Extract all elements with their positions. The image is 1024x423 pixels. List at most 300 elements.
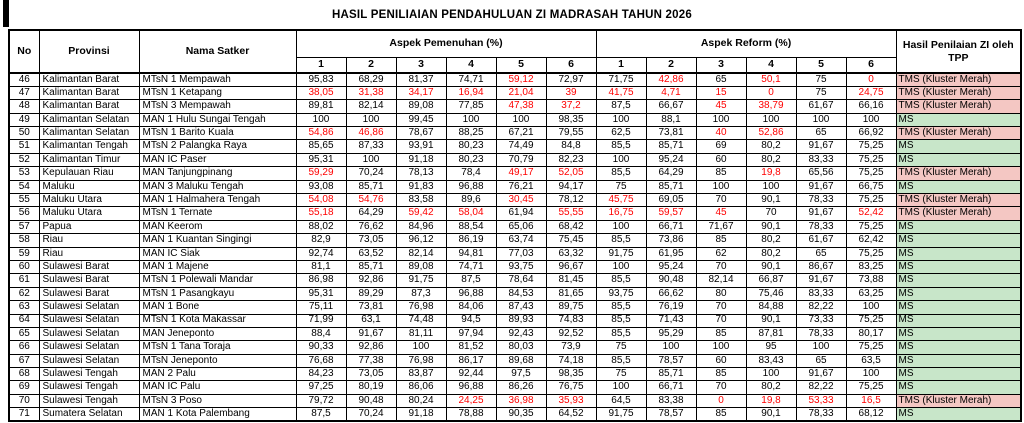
cell-no: 60 <box>9 260 39 273</box>
cell-provinsi: Kalimantan Barat <box>39 86 139 99</box>
cell-reform-4: 80,2 <box>746 140 796 153</box>
cell-reform-5: 82,22 <box>796 301 846 314</box>
cell-pemenuhan-5: 90,35 <box>496 408 546 421</box>
cell-satker: MTsN Jeneponto <box>139 354 296 367</box>
cell-reform-5: 65 <box>796 354 846 367</box>
cell-reform-1: 16,75 <box>596 207 646 220</box>
cell-pemenuhan-5: 80,03 <box>496 341 546 354</box>
cell-reform-1: 100 <box>596 220 646 233</box>
cell-reform-1: 64,5 <box>596 394 646 407</box>
cell-pemenuhan-2: 76,62 <box>346 220 396 233</box>
cell-pemenuhan-3: 86,06 <box>396 381 446 394</box>
cell-pemenuhan-6: 89,75 <box>546 301 596 314</box>
cell-reform-4: 90,1 <box>746 220 796 233</box>
cell-pemenuhan-3: 87,3 <box>396 287 446 300</box>
cell-reform-5: 82,22 <box>796 381 846 394</box>
cell-pemenuhan-2: 92,86 <box>346 341 396 354</box>
cell-reform-1: 62,5 <box>596 127 646 140</box>
cell-pemenuhan-1: 76,68 <box>296 354 346 367</box>
table-row <box>9 194 1021 207</box>
cell-reform-1: 85,5 <box>596 354 646 367</box>
cell-pemenuhan-6: 84,8 <box>546 140 596 153</box>
cell-reform-2: 90,48 <box>646 274 696 287</box>
cell-satker: MAN 1 Kuantan Singingi <box>139 234 296 247</box>
cell-pemenuhan-4: 80,23 <box>446 153 496 166</box>
cell-pemenuhan-3: 78,13 <box>396 167 446 180</box>
cell-reform-3: 85 <box>696 167 746 180</box>
cell-reform-1: 91,75 <box>596 408 646 421</box>
cell-pemenuhan-2: 46,86 <box>346 127 396 140</box>
cell-reform-5: 100 <box>796 113 846 126</box>
table-row <box>9 220 1021 233</box>
cell-pemenuhan-3: 100 <box>396 341 446 354</box>
cell-reform-3: 45 <box>696 100 746 113</box>
cell-pemenuhan-6: 72,97 <box>546 73 596 86</box>
col-subheader-reform-5: 5 <box>796 58 846 74</box>
cell-provinsi: Sulawesi Selatan <box>39 301 139 314</box>
cell-reform-3: 69 <box>696 140 746 153</box>
cell-no: 46 <box>9 73 39 86</box>
table-row <box>9 287 1021 300</box>
cell-pemenuhan-4: 74,71 <box>446 73 496 86</box>
cell-hasil-status: TMS (Kluster Merah) <box>896 127 1021 140</box>
cell-reform-2: 64,29 <box>646 167 696 180</box>
table-row <box>9 301 1021 314</box>
cell-pemenuhan-5: 84,53 <box>496 287 546 300</box>
cell-reform-5: 78,33 <box>796 408 846 421</box>
cell-reform-6: 75,25 <box>846 194 896 207</box>
cell-hasil-status: MS <box>896 327 1021 340</box>
cell-provinsi: Kalimantan Barat <box>39 100 139 113</box>
cell-satker: MAN 1 Halmahera Tengah <box>139 194 296 207</box>
cell-pemenuhan-4: 77,85 <box>446 100 496 113</box>
cell-pemenuhan-6: 64,52 <box>546 408 596 421</box>
cell-pemenuhan-3: 76,98 <box>396 354 446 367</box>
table-row <box>9 381 1021 394</box>
cell-provinsi: Sulawesi Barat <box>39 287 139 300</box>
cell-pemenuhan-2: 64,29 <box>346 207 396 220</box>
cell-no: 70 <box>9 394 39 407</box>
cell-pemenuhan-6: 82,23 <box>546 153 596 166</box>
cell-pemenuhan-5: 47,38 <box>496 100 546 113</box>
cell-reform-1: 100 <box>596 153 646 166</box>
report-title: HASIL PENILIAIAN PENDAHULUAN ZI MADRASAH TAHUN 2026 <box>332 8 692 21</box>
cell-reform-2: 83,38 <box>646 394 696 407</box>
cell-pemenuhan-6: 37,2 <box>546 100 596 113</box>
cell-satker: MAN Tanjungpinang <box>139 167 296 180</box>
cell-no: 47 <box>9 86 39 99</box>
cell-satker: MAN 1 Bone <box>139 301 296 314</box>
cell-pemenuhan-5: 61,94 <box>496 207 546 220</box>
table-row <box>9 167 1021 180</box>
cell-reform-1: 85,5 <box>596 140 646 153</box>
cell-pemenuhan-5: 89,93 <box>496 314 546 327</box>
cell-reform-4: 83,43 <box>746 354 796 367</box>
cell-reform-2: 73,81 <box>646 127 696 140</box>
cell-pemenuhan-3: 91,83 <box>396 180 446 193</box>
cell-reform-5: 61,67 <box>796 234 846 247</box>
cell-pemenuhan-3: 84,96 <box>396 220 446 233</box>
cell-pemenuhan-4: 78,88 <box>446 408 496 421</box>
cell-provinsi: Sulawesi Tengah <box>39 368 139 381</box>
cell-pemenuhan-3: 91,18 <box>396 153 446 166</box>
cell-pemenuhan-4: 96,88 <box>446 287 496 300</box>
cell-pemenuhan-3: 34,17 <box>396 86 446 99</box>
cell-pemenuhan-1: 89,81 <box>296 100 346 113</box>
cell-satker: MAN Jeneponto <box>139 327 296 340</box>
cell-pemenuhan-6: 92,52 <box>546 327 596 340</box>
cell-reform-6: 62,42 <box>846 234 896 247</box>
cell-pemenuhan-6: 52,05 <box>546 167 596 180</box>
cell-reform-4: 19,8 <box>746 167 796 180</box>
cell-pemenuhan-1: 86,98 <box>296 274 346 287</box>
cell-satker: MTsN 1 Kota Makassar <box>139 314 296 327</box>
cell-no: 49 <box>9 113 39 126</box>
cell-reform-1: 85,5 <box>596 274 646 287</box>
cell-pemenuhan-5: 21,04 <box>496 86 546 99</box>
cell-reform-1: 41,75 <box>596 86 646 99</box>
table-row <box>9 153 1021 166</box>
cell-provinsi: Sulawesi Selatan <box>39 314 139 327</box>
cell-reform-2: 100 <box>646 341 696 354</box>
cell-pemenuhan-2: 85,71 <box>346 180 396 193</box>
cell-reform-6: 100 <box>846 301 896 314</box>
cell-pemenuhan-6: 81,45 <box>546 274 596 287</box>
cell-hasil-status: TMS (Kluster Merah) <box>896 167 1021 180</box>
cell-pemenuhan-2: 70,24 <box>346 167 396 180</box>
cell-pemenuhan-3: 89,08 <box>396 100 446 113</box>
table-row <box>9 327 1021 340</box>
cell-pemenuhan-2: 73,81 <box>346 301 396 314</box>
cell-pemenuhan-1: 71,99 <box>296 314 346 327</box>
cell-provinsi: Sulawesi Barat <box>39 260 139 273</box>
cell-pemenuhan-5: 76,21 <box>496 180 546 193</box>
cell-pemenuhan-5: 67,21 <box>496 127 546 140</box>
cell-pemenuhan-1: 82,9 <box>296 234 346 247</box>
cell-provinsi: Maluku <box>39 180 139 193</box>
cell-satker: MAN 2 Palu <box>139 368 296 381</box>
cell-pemenuhan-3: 78,67 <box>396 127 446 140</box>
cell-provinsi: Maluku Utara <box>39 194 139 207</box>
cell-hasil-status: MS <box>896 354 1021 367</box>
cell-reform-4: 100 <box>746 113 796 126</box>
cell-pemenuhan-2: 54,76 <box>346 194 396 207</box>
cell-reform-3: 85 <box>696 368 746 381</box>
cell-reform-6: 75,25 <box>846 153 896 166</box>
cell-reform-4: 38,79 <box>746 100 796 113</box>
cell-reform-1: 85,5 <box>596 327 646 340</box>
cell-reform-6: 75,25 <box>846 140 896 153</box>
cell-reform-4: 52,86 <box>746 127 796 140</box>
cell-provinsi: Papua <box>39 220 139 233</box>
cell-reform-2: 73,86 <box>646 234 696 247</box>
cell-hasil-status: TMS (Kluster Merah) <box>896 86 1021 99</box>
cell-pemenuhan-6: 63,32 <box>546 247 596 260</box>
cell-no: 58 <box>9 234 39 247</box>
cell-pemenuhan-3: 74,48 <box>396 314 446 327</box>
cell-reform-5: 78,33 <box>796 220 846 233</box>
cell-pemenuhan-6: 55,55 <box>546 207 596 220</box>
table-row <box>9 247 1021 260</box>
cell-pemenuhan-5: 92,43 <box>496 327 546 340</box>
cell-reform-6: 75,25 <box>846 220 896 233</box>
cell-pemenuhan-1: 55,18 <box>296 207 346 220</box>
cell-pemenuhan-5: 93,75 <box>496 260 546 273</box>
cell-reform-1: 85,5 <box>596 301 646 314</box>
cell-pemenuhan-4: 81,52 <box>446 341 496 354</box>
cell-reform-4: 95 <box>746 341 796 354</box>
cell-reform-6: 66,16 <box>846 100 896 113</box>
cell-no: 68 <box>9 368 39 381</box>
cell-reform-6: 100 <box>846 368 896 381</box>
cell-pemenuhan-1: 75,11 <box>296 301 346 314</box>
cell-provinsi: Kalimantan Barat <box>39 73 139 86</box>
cell-hasil-status: MS <box>896 287 1021 300</box>
cell-hasil-status: MS <box>896 260 1021 273</box>
cell-pemenuhan-1: 100 <box>296 113 346 126</box>
cell-reform-4: 50,1 <box>746 73 796 86</box>
cell-pemenuhan-4: 94,81 <box>446 247 496 260</box>
cell-reform-4: 87,81 <box>746 327 796 340</box>
cell-reform-5: 65 <box>796 127 846 140</box>
cell-satker: MTsN 1 Ketapang <box>139 86 296 99</box>
cell-hasil-status: TMS (Kluster Merah) <box>896 207 1021 220</box>
cell-reform-1: 45,75 <box>596 194 646 207</box>
cell-no: 59 <box>9 247 39 260</box>
cell-pemenuhan-1: 92,74 <box>296 247 346 260</box>
cell-hasil-status: TMS (Kluster Merah) <box>896 394 1021 407</box>
cell-pemenuhan-4: 74,71 <box>446 260 496 273</box>
cell-pemenuhan-6: 76,75 <box>546 381 596 394</box>
cell-reform-4: 0 <box>746 86 796 99</box>
cell-reform-3: 85 <box>696 234 746 247</box>
cell-pemenuhan-4: 88,25 <box>446 127 496 140</box>
col-header-hasil-penilaian: Hasil Penilaian ZI oleh TPP <box>896 30 1021 73</box>
table-row <box>9 73 1021 86</box>
cell-provinsi: Riau <box>39 247 139 260</box>
table-row <box>9 127 1021 140</box>
cell-pemenuhan-1: 97,25 <box>296 381 346 394</box>
cell-reform-5: 73,33 <box>796 314 846 327</box>
col-group-aspek-pemenuhan: Aspek Pemenuhan (%) <box>296 30 596 58</box>
cell-provinsi: Sulawesi Tengah <box>39 394 139 407</box>
cell-pemenuhan-2: 73,05 <box>346 368 396 381</box>
cell-reform-5: 91,67 <box>796 180 846 193</box>
cell-provinsi: Kepulauan Riau <box>39 167 139 180</box>
cell-no: 55 <box>9 194 39 207</box>
cell-pemenuhan-3: 81,11 <box>396 327 446 340</box>
cell-reform-6: 75,25 <box>846 167 896 180</box>
cell-hasil-status: TMS (Kluster Merah) <box>896 100 1021 113</box>
col-group-aspek-reform: Aspek Reform (%) <box>596 30 896 58</box>
table-row <box>9 274 1021 287</box>
cell-satker: MTsN 1 Mempawah <box>139 73 296 86</box>
cell-reform-5: 91,67 <box>796 368 846 381</box>
cell-pemenuhan-2: 77,38 <box>346 354 396 367</box>
cell-reform-4: 90,1 <box>746 314 796 327</box>
cell-pemenuhan-6: 74,18 <box>546 354 596 367</box>
cell-reform-2: 76,19 <box>646 301 696 314</box>
cell-reform-1: 100 <box>596 381 646 394</box>
cell-hasil-status: MS <box>896 274 1021 287</box>
col-subheader-reform-3: 3 <box>696 58 746 74</box>
cell-reform-2: 66,62 <box>646 287 696 300</box>
cell-reform-4: 90,1 <box>746 194 796 207</box>
cell-reform-1: 91,75 <box>596 247 646 260</box>
cell-reform-1: 75 <box>596 341 646 354</box>
col-subheader-reform-1: 1 <box>596 58 646 74</box>
cell-reform-6: 0 <box>846 73 896 86</box>
cell-pemenuhan-2: 63,52 <box>346 247 396 260</box>
table-row <box>9 260 1021 273</box>
cell-reform-1: 87,5 <box>596 100 646 113</box>
cell-pemenuhan-2: 73,05 <box>346 234 396 247</box>
cell-satker: MAN IC Palu <box>139 381 296 394</box>
cell-pemenuhan-4: 97,94 <box>446 327 496 340</box>
cell-pemenuhan-1: 88,4 <box>296 327 346 340</box>
cell-pemenuhan-5: 70,79 <box>496 153 546 166</box>
cell-pemenuhan-2: 100 <box>346 113 396 126</box>
cell-reform-3: 62 <box>696 247 746 260</box>
cell-pemenuhan-4: 89,6 <box>446 194 496 207</box>
cell-pemenuhan-5: 65,06 <box>496 220 546 233</box>
cell-pemenuhan-2: 85,71 <box>346 260 396 273</box>
cell-pemenuhan-5: 86,26 <box>496 381 546 394</box>
cell-reform-6: 75,25 <box>846 381 896 394</box>
cell-pemenuhan-4: 86,19 <box>446 234 496 247</box>
cell-pemenuhan-6: 96,67 <box>546 260 596 273</box>
cell-pemenuhan-1: 81,1 <box>296 260 346 273</box>
cell-satker: MTsN 1 Barito Kuala <box>139 127 296 140</box>
cell-reform-5: 91,67 <box>796 207 846 220</box>
cell-pemenuhan-1: 79,72 <box>296 394 346 407</box>
cell-pemenuhan-1: 88,02 <box>296 220 346 233</box>
cell-reform-6: 66,75 <box>846 180 896 193</box>
cell-pemenuhan-6: 94,17 <box>546 180 596 193</box>
cell-pemenuhan-5: 97,5 <box>496 368 546 381</box>
table-header <box>9 30 1021 73</box>
cell-reform-5: 100 <box>796 341 846 354</box>
cell-hasil-status: MS <box>896 153 1021 166</box>
cell-reform-5: 75 <box>796 73 846 86</box>
cell-reform-4: 80,2 <box>746 247 796 260</box>
cell-reform-4: 100 <box>746 368 796 381</box>
table-row <box>9 234 1021 247</box>
cell-pemenuhan-2: 63,1 <box>346 314 396 327</box>
cell-pemenuhan-6: 98,35 <box>546 113 596 126</box>
cell-satker: MAN 1 Kota Palembang <box>139 408 296 421</box>
cell-pemenuhan-5: 30,45 <box>496 194 546 207</box>
cell-pemenuhan-5: 59,12 <box>496 73 546 86</box>
cell-pemenuhan-6: 98,35 <box>546 368 596 381</box>
cell-hasil-status: MS <box>896 301 1021 314</box>
cell-reform-6: 66,92 <box>846 127 896 140</box>
cell-hasil-status: MS <box>896 113 1021 126</box>
cell-reform-3: 70 <box>696 194 746 207</box>
table-row <box>9 100 1021 113</box>
cell-no: 56 <box>9 207 39 220</box>
cell-reform-5: 86,67 <box>796 260 846 273</box>
cell-reform-6: 80,17 <box>846 327 896 340</box>
cell-no: 66 <box>9 341 39 354</box>
cell-no: 69 <box>9 381 39 394</box>
cell-reform-3: 60 <box>696 153 746 166</box>
cell-reform-3: 70 <box>696 301 746 314</box>
cell-reform-3: 65 <box>696 73 746 86</box>
cell-pemenuhan-4: 80,23 <box>446 140 496 153</box>
table-row <box>9 408 1021 421</box>
cell-no: 53 <box>9 167 39 180</box>
table-row <box>9 140 1021 153</box>
cell-pemenuhan-6: 74,83 <box>546 314 596 327</box>
cell-pemenuhan-4: 24,25 <box>446 394 496 407</box>
cell-reform-3: 70 <box>696 260 746 273</box>
table-row <box>9 86 1021 99</box>
cell-reform-2: 66,67 <box>646 100 696 113</box>
cell-reform-6: 63,5 <box>846 354 896 367</box>
cell-satker: MTsN 2 Palangka Raya <box>139 140 296 153</box>
cell-no: 52 <box>9 153 39 166</box>
cell-pemenuhan-1: 59,29 <box>296 167 346 180</box>
cell-reform-5: 75 <box>796 86 846 99</box>
cell-no: 54 <box>9 180 39 193</box>
cell-reform-6: 68,12 <box>846 408 896 421</box>
cell-satker: MTsN 1 Ternate <box>139 207 296 220</box>
cell-hasil-status: MS <box>896 341 1021 354</box>
cell-satker: MAN 1 Majene <box>139 260 296 273</box>
cell-hasil-status: MS <box>896 408 1021 421</box>
cell-reform-5: 61,67 <box>796 100 846 113</box>
cell-reform-6: 73,88 <box>846 274 896 287</box>
cell-pemenuhan-2: 70,24 <box>346 408 396 421</box>
cell-pemenuhan-4: 58,04 <box>446 207 496 220</box>
cell-provinsi: Kalimantan Timur <box>39 153 139 166</box>
cell-provinsi: Maluku Utara <box>39 207 139 220</box>
cell-satker: MTsN 1 Pasangkayu <box>139 287 296 300</box>
table-row <box>9 207 1021 220</box>
cell-pemenuhan-1: 90,33 <box>296 341 346 354</box>
cell-pemenuhan-1: 87,5 <box>296 408 346 421</box>
cell-reform-2: 78,57 <box>646 408 696 421</box>
cell-provinsi: Sulawesi Selatan <box>39 341 139 354</box>
cell-pemenuhan-6: 75,45 <box>546 234 596 247</box>
cell-reform-4: 19,8 <box>746 394 796 407</box>
cell-provinsi: Kalimantan Selatan <box>39 113 139 126</box>
cell-pemenuhan-2: 82,14 <box>346 100 396 113</box>
cell-hasil-status: MS <box>896 368 1021 381</box>
cell-reform-1: 100 <box>596 260 646 273</box>
col-subheader-reform-4: 4 <box>746 58 796 74</box>
cell-reform-4: 75,46 <box>746 287 796 300</box>
cell-satker: MTsN 3 Mempawah <box>139 100 296 113</box>
table-row <box>9 341 1021 354</box>
cell-no: 62 <box>9 287 39 300</box>
cell-pemenuhan-5: 78,64 <box>496 274 546 287</box>
cell-pemenuhan-4: 84,06 <box>446 301 496 314</box>
cell-reform-3: 100 <box>696 341 746 354</box>
cell-pemenuhan-4: 100 <box>446 113 496 126</box>
cell-hasil-status: TMS (Kluster Merah) <box>896 194 1021 207</box>
col-header-no: No <box>9 30 39 73</box>
cell-pemenuhan-3: 59,42 <box>396 207 446 220</box>
cell-hasil-status: MS <box>896 247 1021 260</box>
cell-no: 71 <box>9 408 39 421</box>
cell-pemenuhan-5: 100 <box>496 113 546 126</box>
cell-pemenuhan-1: 95,31 <box>296 287 346 300</box>
cell-no: 57 <box>9 220 39 233</box>
cell-provinsi: Riau <box>39 234 139 247</box>
cell-pemenuhan-3: 91,75 <box>396 274 446 287</box>
